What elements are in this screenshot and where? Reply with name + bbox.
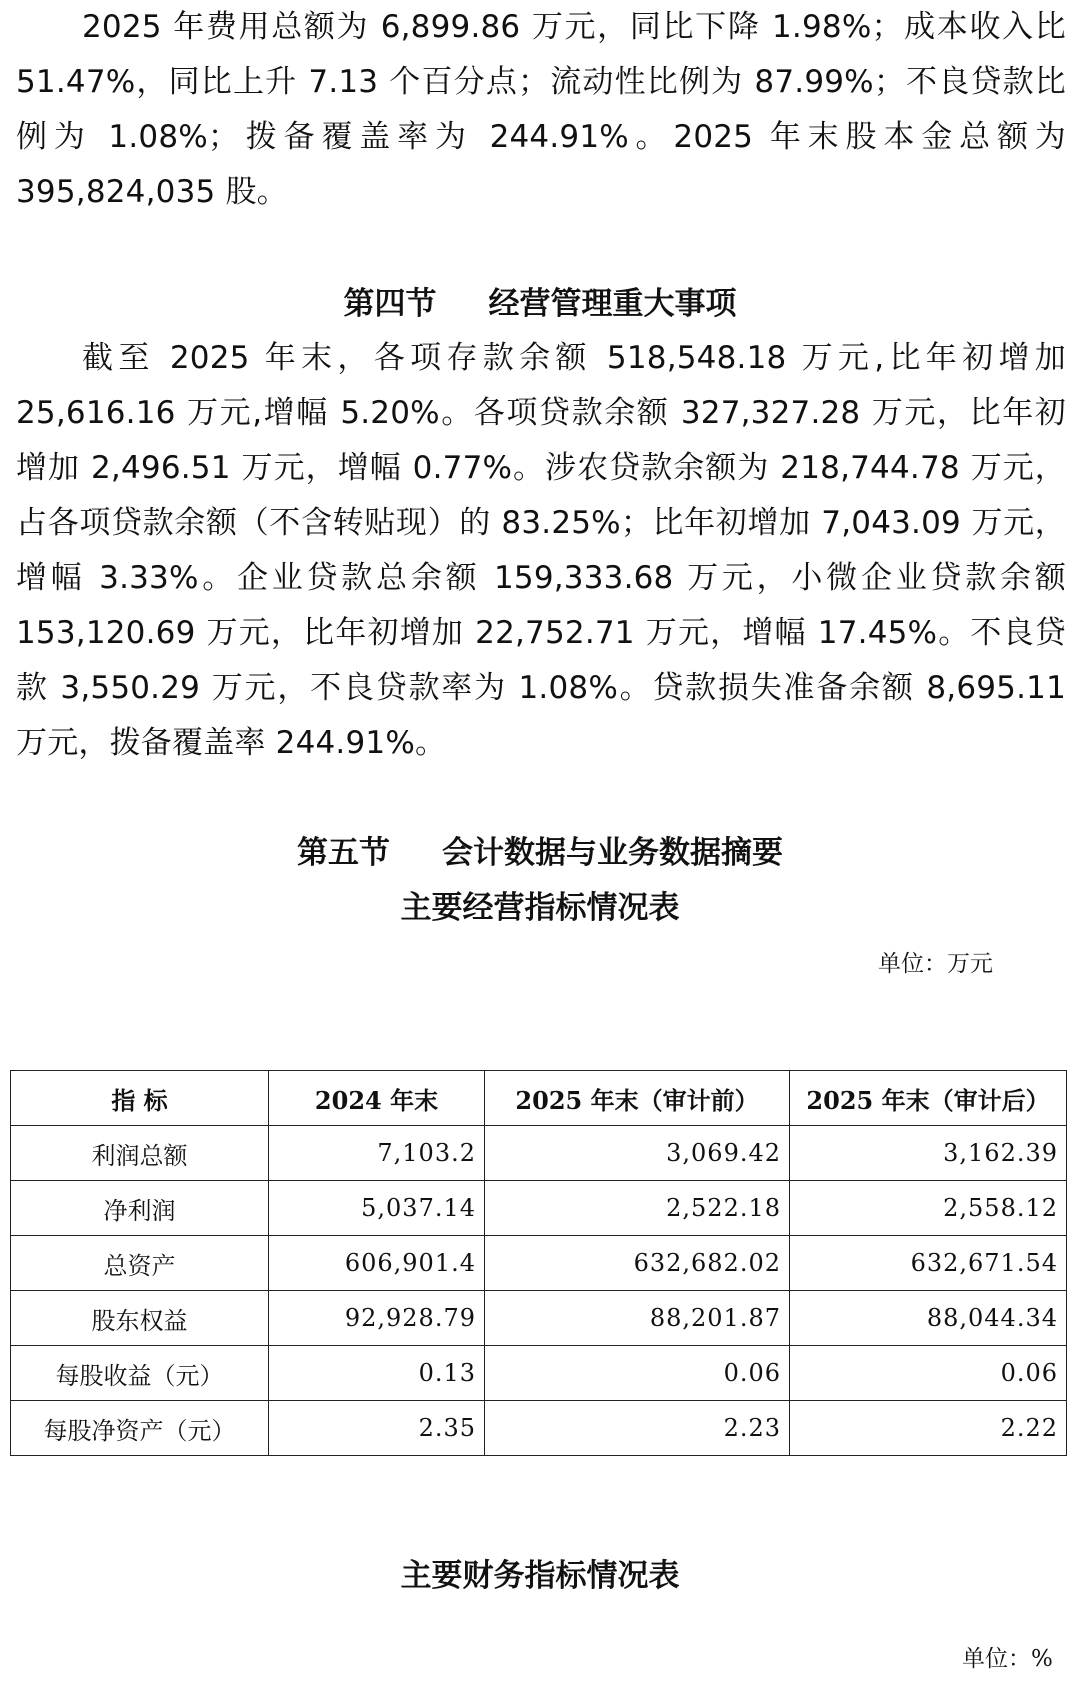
indicator-value-cell: 2,522.18 xyxy=(485,1181,790,1236)
indicator-value-cell: 2.23 xyxy=(485,1401,790,1456)
paragraph-operations: 截至 2025 年末，各项存款余额 518,548.18 万元,比年初增加 25,616.16 万元,增幅 5.20%。各项贷款余额 327,327.28 万元，比年初增加 2,496.51 万元，增幅 0.77%。涉农贷款余额为 218,744.78 万元，占各项贷款余额（不含转贴现）的 83.25%；比年初增加 7,043.09 万元，增幅 3.33%。企业贷款总余额 159,333.68 万元，小微企业贷款余额 153,120.69 万元，比年初增加 22,752.71 万元，增幅 17.45%。不良贷款 3,550.29 万元，不良贷款率为 1.08%。贷款损失准备余额 8,695.11 万元，拨备覆盖率 244.91%。 xyxy=(16,340,1066,761)
operating-indicators-table xyxy=(10,1070,1067,1456)
table-row xyxy=(11,1236,1067,1291)
indicator-value-cell: 2,558.12 xyxy=(790,1181,1067,1236)
table-header-cell: 2024 年末 xyxy=(269,1071,485,1126)
table-header-cell: 2025 年末（审计后） xyxy=(790,1071,1067,1126)
indicator-value-cell: 92,928.79 xyxy=(269,1291,485,1346)
table-header-row xyxy=(11,1071,1067,1126)
table-row xyxy=(11,1126,1067,1181)
table-1-unit: 单位：万元 xyxy=(878,951,993,977)
indicator-name-cell: 利润总额 xyxy=(11,1126,269,1181)
table-2-title: 主要财务指标情况表 xyxy=(400,1558,680,1594)
indicator-value-cell: 632,682.02 xyxy=(485,1236,790,1291)
indicator-value-cell: 5,037.14 xyxy=(269,1181,485,1236)
table-header-cell: 指 标 xyxy=(11,1071,269,1126)
indicator-name-cell: 总资产 xyxy=(11,1236,269,1291)
table-row xyxy=(11,1291,1067,1346)
paragraph-expense-summary: 2025 年费用总额为 6,899.86 万元，同比下降 1.98%；成本收入比 51.47%，同比上升 7.13 个百分点；流动性比例为 87.99%；不良贷款比例为 1.08%；拨备覆盖率为 244.91%。2025 年末股本金总额为 395,824,035 股。 xyxy=(16,9,1066,210)
indicator-value-cell: 7,103.2 xyxy=(269,1126,485,1181)
indicator-value-cell: 0.06 xyxy=(485,1346,790,1401)
indicator-value-cell: 3,069.42 xyxy=(485,1126,790,1181)
table-2-unit: 单位：% xyxy=(962,1646,1053,1672)
table-row xyxy=(11,1181,1067,1236)
section-5-number: 第五节 xyxy=(297,835,390,871)
indicator-value-cell: 0.13 xyxy=(269,1346,485,1401)
indicator-value-cell: 2.22 xyxy=(790,1401,1067,1456)
indicator-value-cell: 2.35 xyxy=(269,1401,485,1456)
indicator-name-cell: 每股收益（元） xyxy=(11,1346,269,1401)
indicator-value-cell: 632,671.54 xyxy=(790,1236,1067,1291)
table-1-title: 主要经营指标情况表 xyxy=(400,890,680,926)
indicator-name-cell: 每股净资产（元） xyxy=(11,1401,269,1456)
table-header-cell: 2025 年末（审计前） xyxy=(485,1071,790,1126)
section-4-heading xyxy=(0,284,1080,324)
indicator-name-cell: 净利润 xyxy=(11,1181,269,1236)
indicator-name-cell: 股东权益 xyxy=(11,1291,269,1346)
table-body xyxy=(11,1126,1067,1456)
indicator-value-cell: 3,162.39 xyxy=(790,1126,1067,1181)
indicator-value-cell: 88,201.87 xyxy=(485,1291,790,1346)
indicator-value-cell: 606,901.4 xyxy=(269,1236,485,1291)
table-row xyxy=(11,1346,1067,1401)
indicator-value-cell: 88,044.34 xyxy=(790,1291,1067,1346)
section-5-heading xyxy=(0,833,1080,873)
section-4-number: 第四节 xyxy=(343,286,437,322)
section-4-title: 经营管理重大事项 xyxy=(488,286,737,322)
indicator-value-cell: 0.06 xyxy=(790,1346,1067,1401)
table-row xyxy=(11,1401,1067,1456)
section-5-title: 会计数据与业务数据摘要 xyxy=(442,835,783,871)
